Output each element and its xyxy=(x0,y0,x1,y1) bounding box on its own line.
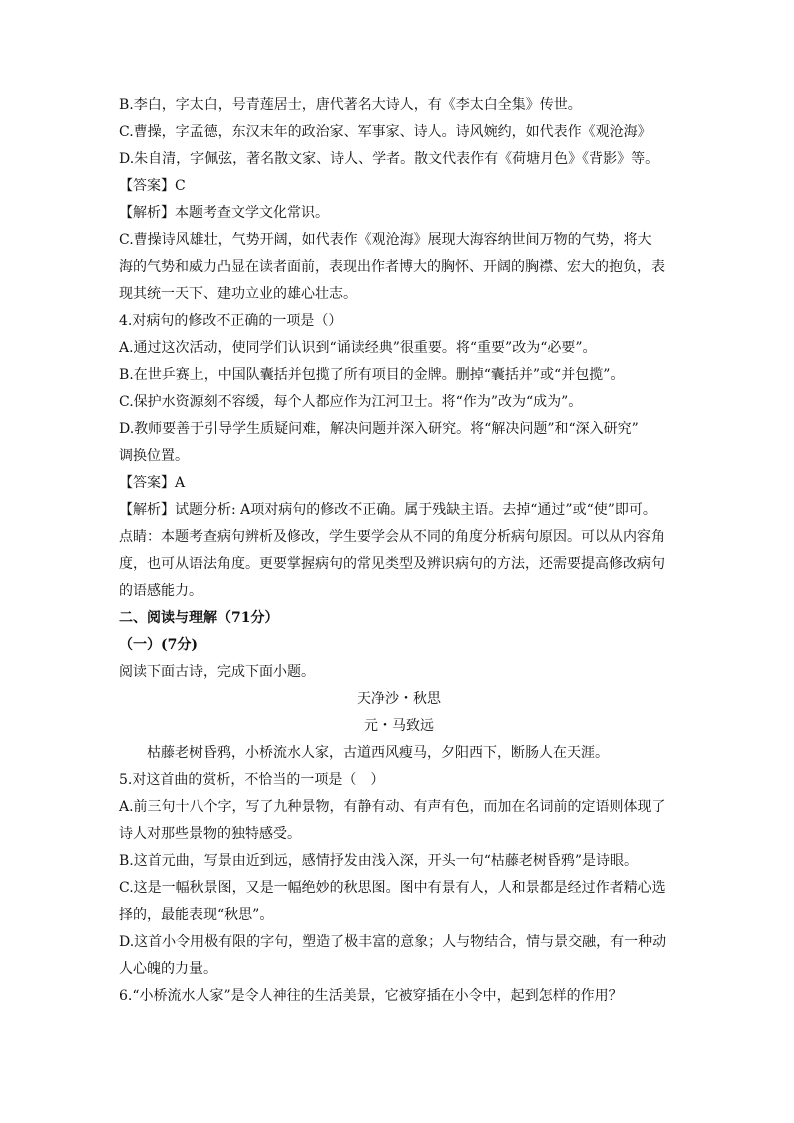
question-5-option-c: C.这是一幅秋景图，又是一幅绝妙的秋思图。图中有景有人，人和景都是经过作者精心选 xyxy=(119,880,666,896)
answer-3: 【答案】C xyxy=(119,178,186,194)
question-4-option-d: D.教师要善于引导学生质疑问难，解决问题并深入研究。将“解决问题”和“深入研究” xyxy=(119,421,639,437)
analysis-3-line-1: C.曹操诗风雄壮，气势开阔，如代表作《观沧海》展现大海容纳世间万物的气势，将大 xyxy=(119,232,652,248)
document-page xyxy=(119,92,679,1010)
poem-body: 枯藤老树昏鸦，小桥流水人家，古道西风瘦马，夕阳西下，断肠人在天涯。 xyxy=(147,745,609,761)
question-4: 4.对病句的修改不正确的一项是（） xyxy=(119,313,343,329)
answer-4: 【答案】A xyxy=(119,475,186,491)
option-c-line: C.曹操，字孟德，东汉末年的政治家、军事家、诗人。诗风婉约，如代表作《观沧海》 xyxy=(119,124,652,140)
option-b-line: B.李白，字太白，号青莲居士，唐代著名大诗人，有《李太白全集》传世。 xyxy=(119,97,582,113)
question-5-option-c-cont: 择的，最能表现“秋思”。 xyxy=(119,907,274,923)
option-d-line: D.朱自清，字佩弦，著名散文家、诗人、学者。散文代表作有《荷塘月色》《背影》等。 xyxy=(119,151,660,167)
question-5-option-d-cont: 人心魄的力量。 xyxy=(119,961,217,977)
question-4-option-b: B.在世乒赛上，中国队囊括并包揽了所有项目的金牌。删掉“囊括并”或“并包揽”。 xyxy=(119,367,625,383)
question-5-option-d: D.这首小令用极有限的字句，塑造了极丰富的意象；人与物结合，情与景交融，有一种动 xyxy=(119,934,667,950)
subsection-heading: （一）(7分) xyxy=(119,637,198,653)
question-6: 6.“小桥流水人家”是令人神往的生活美景，它被穿插在小令中，起到怎样的作用？ xyxy=(119,988,623,1004)
question-5-option-b: B.这首元曲，写景由近到远，感情抒发由浅入深，开头一句“枯藤老树昏鸦”是诗眼。 xyxy=(119,853,639,869)
question-5: 5.对这首曲的赏析，不恰当的一项是（ ） xyxy=(119,772,385,788)
analysis-3-line-3: 现其统一天下、建功立业的雄心壮志。 xyxy=(119,286,357,302)
tip-4-line-2: 度，也可从语法角度。更要掌握病句的常见类型及辨识病句的方法，还需要提高修改病句 xyxy=(119,556,665,572)
tip-4-line-3: 的语感能力。 xyxy=(119,583,203,599)
reading-instruction: 阅读下面古诗，完成下面小题。 xyxy=(119,664,315,680)
poem-author: 元・马致远 xyxy=(364,718,434,734)
question-4-option-c: C.保护水资源刻不容缓，每个人都应作为江河卫士。将“作为”改为“成为”。 xyxy=(119,394,583,410)
question-5-option-a-cont: 诗人对那些景物的独特感受。 xyxy=(119,826,301,842)
poem-title: 天净沙・秋思 xyxy=(357,691,441,707)
question-4-option-d-cont: 调换位置。 xyxy=(119,448,189,464)
tip-4-line-1: 点睛：本题考查病句辨析及修改，学生要学会从不同的角度分析病句原因。可以从内容角 xyxy=(119,529,665,545)
question-5-option-a: A.前三句十八个字，写了九种景物，有静有动、有声有色，而加在名词前的定语则体现了 xyxy=(119,799,666,815)
section-heading: 二、阅读与理解（71分） xyxy=(119,610,279,626)
analysis-4: 【解析】试题分析: A项对病句的修改不正确。属于残缺主语。去掉“通过”或“使”即可。 xyxy=(119,502,657,518)
analysis-3-heading: 【解析】本题考查文学文化常识。 xyxy=(119,205,329,221)
question-4-option-a: A.通过这次活动，使同学们认识到“诵读经典”很重要。将“重要”改为“必要”。 xyxy=(119,340,597,356)
analysis-3-line-2: 海的气势和威力凸显在读者面前，表现出作者博大的胸怀、开阔的胸襟、宏大的抱负，表 xyxy=(119,259,665,275)
